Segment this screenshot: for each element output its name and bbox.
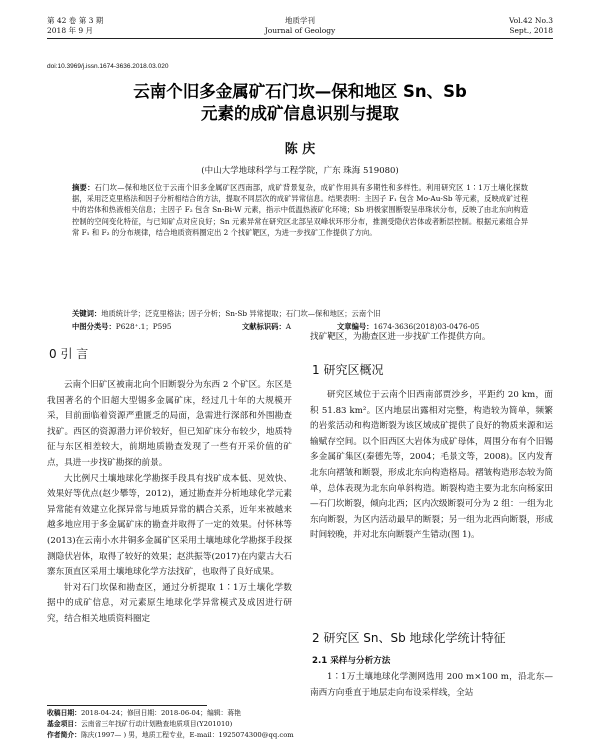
paragraph-sampling: 1∶1万土壤地球化学测网选用 200 m×100 m，沿北东—南西方向垂直于地层走向布设采样线，全站 (310, 672, 553, 698)
received-value: 2018-04-24；修回日期：2018-06-04；编辑：蒋艳 (80, 709, 241, 717)
journal-name-en: Journal of Geology (264, 26, 336, 35)
paragraph-intro-3: 针对石门坎保和勘查区，通过分析提取 1∶1万土壤化学数据中的成矿信息，对元素原生地球化学异常模式及成因进行研究，结合相关地质资料圈定 (47, 582, 292, 624)
fund-label: 基金项目： (47, 720, 81, 728)
right-column-sampling (310, 670, 553, 701)
article-title-line2: 元素的成矿信息识别与提取 (201, 104, 399, 123)
section-0-heading: 0 引 言 (49, 347, 89, 361)
journal-name-cn: 地质学刊 (285, 16, 315, 25)
volume-issue-text: 第 42 卷 第 3 期 (47, 16, 104, 25)
header-rule (47, 38, 553, 39)
author-name: 陈 庆 (284, 142, 316, 157)
doc-code-value: A (285, 322, 292, 331)
publication-date-text: 2018 年 9 月 (47, 26, 94, 35)
article-no-label: 文章编号： (337, 322, 374, 331)
fund-value: 云南省三年找矿行动计划勘查地质项目(Y201010) (80, 720, 233, 728)
abstract-label: 摘要： (72, 183, 95, 192)
article-title-line1: 云南个旧多金属矿石门坎—保和地区 Sn、Sb (133, 82, 467, 101)
journal-volume-issue (47, 16, 103, 36)
clc-label: 中图分类号： (72, 322, 116, 331)
doc-code-label: 文献标识码： (242, 322, 286, 331)
received-label: 收稿日期： (47, 709, 81, 717)
article-no-value: 1674-3636(2018)03-0476-05 (373, 322, 480, 331)
footnote-received (47, 708, 347, 719)
paragraph-intro-2: 大比例尺土壤地球化学勘探手段具有找矿成本低、见效快、效果好等优点(赵少攀等，2012)，通过勘查并分析地球化学元素异常能有效建立化探异常与地质异常的耦合关系，近年来被越来越多地应用于多金属矿床的勘查并取得了一定的效果。付怀林等(2013)在云南小水井铜多金属矿区采用土壤地球化学勘探手段探测隐伏岩体，取得了较好的效果；赵洪振等(2017)在内蒙古大石寨东顶直区采用土壤地球化学方法找矿，也取得了良好成果。 (47, 473, 292, 578)
footnote-author (47, 730, 347, 741)
footnote-fund (47, 719, 347, 730)
right-column-top (310, 330, 553, 346)
paragraph-study-area: 研究区域位于云南个旧西南部贾沙乡，平距约 20 km，面积 51.83 km²。区内地层出露相对完整，构造较为简单，频繁的岩浆活动和构造断裂为该区域成矿提供了良好的物质来源和运输赋存空间。以个旧西区大岩体为成矿母体，周围分布有个旧锡多金属矿集区(秦德先等，2004；毛景文等，2008)。区内发育北东向褶皱和断裂，形成北东向构造格局。褶皱构造形态较为简单，总体表现为北东向单斜构造。断裂构造主要为北东向杨家田—石门坎断裂，倾向北西；区内次级断裂可分为 2 组：一组为北东向断裂，为区内活动最早的断裂；另一组为北西向断裂，形成时间较晚，并对北东向断裂产生错动(图 1)。 (310, 390, 553, 541)
abstract-text: 石门坎—保和地区位于云南个旧多金属矿区西南部，成矿背景复杂，成矿作用具有多期性和多样性。利用研究区 1∶1万土壤化探数据，采用泛克里格法和因子分析相结合的方法，提取不同层次的成矿异常信息。结果表明：主因子 F₁ 包含 Mo-Au-Sb 等元素，反映成矿过程中的岩体和热液相关信息；主因子 F₂ 包含 Sn-Bi-W 元素，指示中低温热液矿化环境；Sb 坍极家围断裂呈串珠状分布，反映了由北东向构造控制的空间变化特征，与已知矿点对应良好；Sn 元素异常在研究区北部呈双峰状环形分布，推测受隐伏岩体或者断层控制。根据元素组合异常 F₁ 和 F₂ 的分布规律，结合地质资料圈定出 2 个找矿靶区，为进一步找矿工作提供了方向。 (72, 183, 529, 237)
clc-value: P628⁺.1；P595 (115, 322, 172, 331)
keywords-label: 关键词： (72, 309, 102, 318)
section-2-1-heading: 2.1 采样与分析方法 (312, 656, 391, 666)
footnotes (47, 708, 347, 741)
footnote-rule (47, 705, 207, 706)
journal-name (200, 16, 400, 36)
keywords (72, 308, 528, 319)
affiliation: (中山大学地球科学与工程学院，广东 珠海 519080) (201, 166, 399, 176)
section-1-heading: 1 研究区概况 (312, 363, 384, 377)
volume-en-text: Vol.42 No.3 (508, 16, 553, 25)
paragraph-intro-1: 云南个旧矿区被南北向个旧断裂分为东西 2 个矿区。东区是我国著名的个旧超大型锡多金属矿床，经过几十年的大规模开采，目前面临着资源严重匮乏的局面，急需进行深部和外围勘查找矿。西区的资源潜力评价较好，但已知矿床分布较少，地质特征与东区相差较大，前期地质勘查发现了一些有开采价值的矿点，具进一步找矿勘探的前景。 (47, 380, 292, 468)
doi: doi:10.3969/j.issn.1674-3636.2018.03.020 (47, 63, 169, 70)
date-en-text: Sept., 2018 (509, 26, 553, 35)
left-column-body (47, 378, 292, 628)
journal-volume-en (400, 16, 553, 36)
author-bio-label: 作者简介： (47, 731, 81, 739)
author-bio-value: 陈庆(1997— ) 男，地质工程专业，E-mail：1925074300@qq.com (80, 731, 294, 739)
section-2-heading: 2 研究区 Sn、Sb 地球化学统计特征 (312, 631, 506, 645)
abstract (72, 182, 528, 238)
right-column-body (310, 388, 553, 544)
paragraph-continuation: 找矿靶区，为勘查区进一步找矿工作提供方向。 (310, 332, 491, 342)
keywords-text: 地质统计学；泛克里格法；因子分析；Sn-Sb 异常提取；石门坎—保和地区；云南个旧 (101, 309, 381, 318)
